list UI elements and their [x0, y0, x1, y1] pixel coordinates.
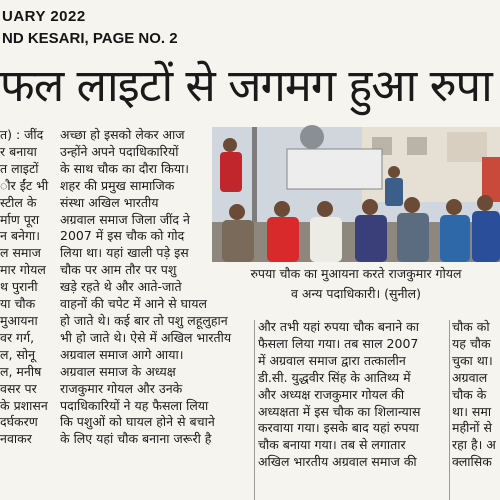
- article-line: अग्रवाल समाज जिला जींद ने: [60, 211, 190, 227]
- article-line: हो जाते थे। कई बार तो पशु लहूलुहान: [60, 312, 228, 328]
- article-line: वर गर्ग,: [0, 329, 35, 345]
- article-line: अध्यक्षता में इस चौक का शिलान्यास: [258, 403, 421, 419]
- article-line: अच्छा हो इसको लेकर आज: [60, 127, 185, 142]
- article-line: चौक बनाया गया। तब से लगातार: [258, 437, 406, 453]
- source-line: ND KESARI, PAGE NO. 2: [2, 30, 178, 47]
- article-line: ल समाज: [0, 245, 41, 261]
- article-line: ल, मनीष: [0, 363, 42, 379]
- article-line: मार गोयल: [0, 262, 46, 278]
- article-line: चौक पर आम तौर पर पशु: [60, 262, 177, 278]
- article-line: खड़े रहते थे और आते-जाते: [60, 279, 182, 295]
- article-line: चुका था।: [452, 352, 493, 368]
- article-line: में अग्रवाल समाज द्वारा तत्कालीन: [258, 352, 406, 368]
- column-divider: [449, 320, 450, 500]
- photo-caption: [212, 264, 500, 304]
- article-line: भी हो जाते थे। ऐसे में अखिल भारतीय: [60, 329, 232, 345]
- article-line: अखिल भारतीय अग्रवाल समाज की: [258, 454, 417, 470]
- article-line: र्माण पूरा: [0, 211, 40, 227]
- news-photo: [212, 127, 500, 262]
- article-line: संस्था अखिल भारतीय: [60, 194, 159, 210]
- article-line: डी.सी. युद्धवीर सिंह के आतिथ्य में: [258, 369, 411, 385]
- article-column-3: [258, 319, 448, 500]
- article-line: मुआयना: [0, 312, 38, 328]
- article-line: यह चौक: [452, 335, 491, 351]
- article-line: या चौक: [0, 296, 36, 312]
- article-line: और तभी यहां रुपया चौक बनाने का: [258, 319, 419, 334]
- article-column-4: [452, 319, 500, 500]
- article-line: चौक को: [452, 319, 490, 334]
- caption-line-2: व अन्य पदाधिकारी। (सुनील): [290, 286, 422, 301]
- caption-line-1: रुपया चौक का मुआयना करते राजकुमार गोयल: [250, 266, 462, 281]
- date-line: UARY 2022: [2, 8, 86, 25]
- article-line: और अध्यक्ष राजकुमार गोयल की: [258, 386, 405, 402]
- article-line: था। समा: [452, 403, 492, 419]
- article-line: अग्रवाल समाज के अध्यक्ष: [60, 363, 176, 379]
- article-line: पदाधिकारियों ने यह फैसला लिया: [60, 397, 209, 413]
- article-line: चौक के: [452, 386, 487, 402]
- article-line: थ पुरानी: [0, 279, 38, 295]
- article-line: र बनाया: [0, 143, 37, 159]
- article-line: के साथ चौक का दौरा किया।: [60, 160, 190, 176]
- article-line: कि पशुओं को घायल होने से बचाने: [60, 414, 215, 430]
- article-line: के प्रशासन: [0, 397, 48, 413]
- article-line: क्लासिक: [452, 454, 492, 470]
- headline: फल लाइटों से जगमग हुआ रुपा: [0, 59, 492, 112]
- article-line: ल, सोनू: [0, 346, 36, 362]
- column-divider: [254, 320, 255, 500]
- article-column-1: [0, 127, 55, 500]
- article-line: शहर की प्रमुख सामाजिक: [60, 177, 175, 193]
- article-column-2: [60, 127, 232, 500]
- article-line: ौर ईंट भी: [0, 177, 49, 193]
- article-line: त लाइटों: [0, 160, 39, 176]
- news-photo-illustration: [212, 127, 500, 262]
- article-line: वाहनों की चपेट में आने से घायल: [60, 296, 208, 312]
- article-line: त) : जींद: [0, 127, 44, 142]
- article-line: महीनों से: [452, 420, 492, 436]
- article-line: अग्रवाल: [452, 369, 488, 385]
- article-line: दर्घकरण: [0, 414, 38, 430]
- article-line: 2007 में इस चौक को गोद: [60, 228, 185, 244]
- article-line: अग्रवाल समाज आगे आया।: [60, 346, 184, 362]
- article-line: उन्होंने अपने पदाधिकारियों: [60, 143, 179, 159]
- article-line: करवाया गया। इसके बाद यहां रुपया: [258, 420, 419, 436]
- article-line: नवाकर: [0, 431, 32, 447]
- article-line: रहा है। अ: [452, 437, 496, 453]
- article-line: न बनेगा।: [0, 228, 40, 244]
- article-line: वसर पर: [0, 380, 37, 396]
- article-line: के लिए यहां चौक बनाना जरूरी है: [60, 431, 212, 447]
- article-line: लिया था। यहां खाली पड़े इस: [60, 245, 189, 261]
- article-line: स्टील के: [0, 194, 37, 210]
- article-line: फैसला लिया गया। तब साल 2007: [258, 335, 419, 351]
- article-line: राजकुमार गोयल और उनके: [60, 380, 183, 396]
